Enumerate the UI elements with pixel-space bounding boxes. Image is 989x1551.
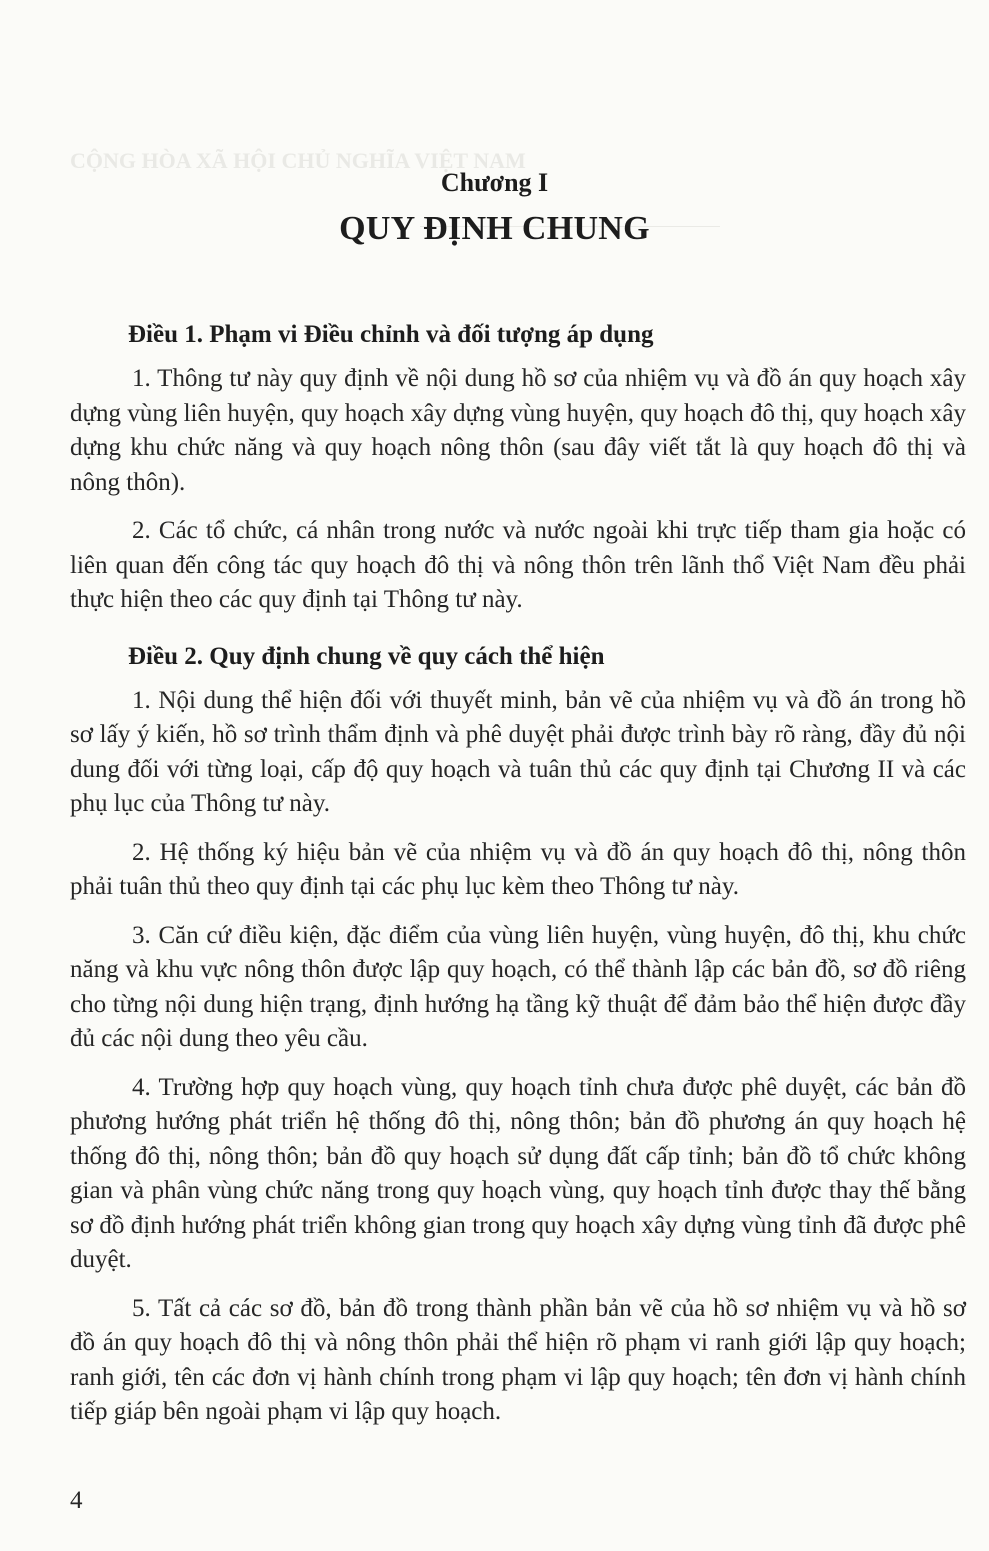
paragraph: 5. Tất cả các sơ đồ, bản đồ trong thành phần bản vẽ của hồ sơ nhiệm vụ và hồ sơ đồ án quy hoạch đô thị và nông thôn phải thể hiện rõ phạm vi ranh giới lập quy hoạch; ranh giới, tên các đơn vị hành chính trong phạm vi lập quy hoạch; tên đơn vị hành chính tiếp giáp bên ngoài phạm vi lập quy hoạch. xyxy=(70,1294,966,1425)
paragraph: 1. Nội dung thể hiện đối với thuyết minh, bản vẽ của nhiệm vụ và đồ án trong hồ sơ lấy ý kiến, hồ sơ trình thẩm định và phê duyệt phải được trình bày rõ ràng, đầy đủ nội dung đối với từng loại, cấp độ quy hoạch và tuân thủ các quy định tại Chương II và các phụ lục của Thông tư này. xyxy=(70,686,966,817)
chapter-title: QUY ĐỊNH CHUNG xyxy=(339,210,650,247)
document-body xyxy=(70,318,966,1444)
paragraph: 4. Trường hợp quy hoạch vùng, quy hoạch tỉnh chưa được phê duyệt, các bản đồ phương hướng phát triển hệ thống đô thị, nông thôn; bản đồ phương án quy hoạch hệ thống đô thị, nông thôn; bản đồ quy hoạch sử dụng đất cấp tỉnh; bản đồ tổ chức không gian và phân vùng chức năng trong quy hoạch vùng, quy hoạch tỉnh được thay thế bằng sơ đồ định hướng phát triển không gian trong quy hoạch xây dựng vùng tỉnh đã được phê duyệt. xyxy=(70,1073,966,1273)
paragraph: 3. Căn cứ điều kiện, đặc điểm của vùng liên huyện, vùng huyện, đô thị, khu chức năng và khu vực nông thôn được lập quy hoạch, có thể thành lập các bản đồ, sơ đồ riêng cho từng nội dung hiện trạng, định hướng hạ tầng kỹ thuật để đảm bảo thể hiện được đầy đủ các nội dung theo yêu cầu. xyxy=(70,921,966,1052)
article-title: Điều 1. Phạm vi Điều chỉnh và đối tượng áp dụng xyxy=(128,321,654,348)
chapter-label: Chương I xyxy=(440,168,549,197)
paragraph: 2. Hệ thống ký hiệu bản vẽ của nhiệm vụ và đồ án quy hoạch đô thị, nông thôn phải tuân thủ theo quy định tại các phụ lục kèm theo Thông tư này. xyxy=(70,838,966,900)
bleed-through-text: CỘNG HÒA XÃ HỘI CHỦ NGHĨA VIỆT NAM xyxy=(70,148,526,173)
page-number: 4 xyxy=(70,1487,83,1514)
article-2 xyxy=(70,640,966,1430)
paragraph: 1. Thông tư này quy định về nội dung hồ sơ của nhiệm vụ và đồ án quy hoạch xây dựng vùng liên huyện, quy hoạch xây dựng vùng huyện, quy hoạch đô thị, quy hoạch xây dựng khu chức năng và quy hoạch nông thôn (sau đây viết tắt là quy hoạch đô thị và nông thôn). xyxy=(70,365,966,496)
article-title: Điều 2. Quy định chung về quy cách thể hiện xyxy=(128,642,605,670)
article-1 xyxy=(70,318,966,618)
paragraph: 2. Các tổ chức, cá nhân trong nước và nước ngoài khi trực tiếp tham gia hoặc có liên quan đến công tác quy hoạch đô thị và nông thôn trên lãnh thổ Việt Nam đều phải thực hiện theo các quy định tại Thông tư này. xyxy=(70,517,966,613)
